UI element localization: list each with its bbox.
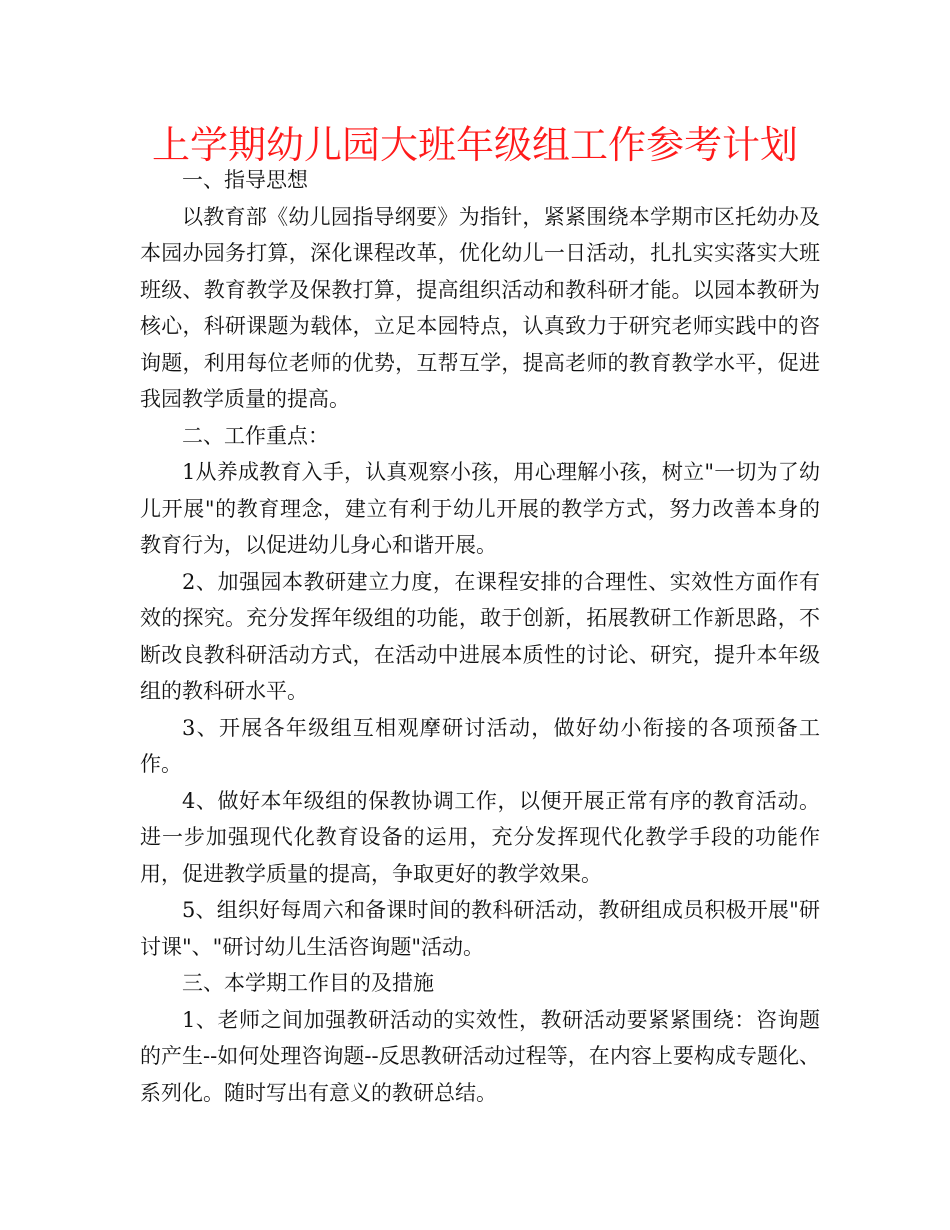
document-body bbox=[140, 162, 820, 1111]
document-title: 上学期幼儿园大班年级组工作参考计划 bbox=[151, 123, 798, 167]
paragraph-work-focus-3: 3、开展各年级组互相观摩研讨活动，做好幼小衔接的各项预备工作。 bbox=[140, 715, 820, 776]
section-heading-guiding-thought: 一、指导思想 bbox=[182, 168, 308, 192]
paragraph-work-focus-1: 1从养成教育入手，认真观察小孩，用心理解小孩，树立"一切为了幼儿开展"的教育理念，建立有利于幼儿开展的教学方式，努力改善本身的教育行为，以促进幼儿身心和谐开展。 bbox=[140, 460, 820, 557]
paragraph-guiding-thought: 以教育部《幼儿园指导纲要》为指针，紧紧围绕本学期市区托幼办及本园办园务打算，深化课程改革，优化幼儿一日活动，扎扎实实落实大班班级、教育教学及保教打算，提高组织活动和教科研才能。以园本教研为核心，科研课题为载体，立足本园特点，认真致力于研究老师实践中的咨询题，利用每位老师的优势，互帮互学，提高老师的教育教学水平，促进我园教学质量的提高。 bbox=[140, 204, 820, 411]
paragraph-work-focus-5: 5、组织好每周六和备课时间的教科研活动，教研组成员积极开展"研讨课"、"研讨幼儿生活咨询题"活动。 bbox=[140, 898, 820, 959]
paragraph-goals-measures-1: 1、老师之间加强教研活动的实效性，教研活动要紧紧围绕：咨询题的产生--如何处理咨询题--反思教研活动过程等，在内容上要构成专题化、系列化。随时写出有意义的教研总结。 bbox=[140, 1007, 820, 1105]
section-heading-goals-measures: 三、本学期工作目的及措施 bbox=[182, 971, 434, 995]
section-heading-work-focus: 二、工作重点： bbox=[182, 423, 329, 448]
paragraph-work-focus-2: 2、加强园本教研建立力度，在课程安排的合理性、实效性方面作有效的探究。充分发挥年级组的功能，敢于创新，拓展教研工作新思路，不断改良教科研活动方式，在活动中进展本质性的讨论、研究，提升本年级组的教科研水平。 bbox=[140, 569, 820, 703]
paragraph-work-focus-4: 4、做好本年级组的保教协调工作，以便开展正常有序的教育活动。进一步加强现代化教育设备的运用，充分发挥现代化教学手段的功能作用，促进教学质量的提高，争取更好的教学效果。 bbox=[140, 788, 820, 886]
